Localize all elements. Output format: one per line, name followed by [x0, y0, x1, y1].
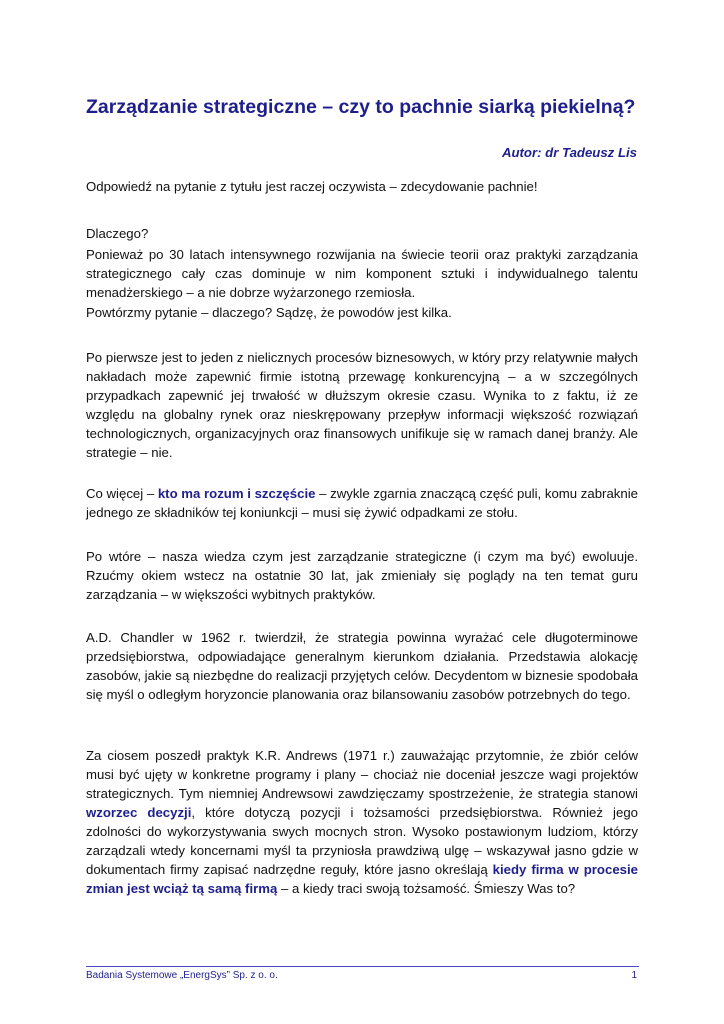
andrews-paragraph	[86, 746, 638, 898]
footer-company: Badania Systemowe „EnergSys” Sp. z o. o.	[86, 970, 278, 981]
text-run: , które dotyczą pozycji i tożsamości przedsiębiorstwa. Również jego zdolności do wykorzystywania swych mocnych stron. Wysoko postawionym ludziom, którzy zarządzali wtedy koncernami myśl ta przyniosła prawdziwą ulgę – wskazywał jasno gdzie w dokumentach firmy zapisać nadrzędne reguły, które jasno określają	[86, 805, 638, 877]
text-run: Co więcej –	[86, 486, 158, 501]
more-paragraph	[86, 484, 638, 522]
text-run: – a kiedy traci swoją tożsamość. Śmieszy Was to?	[277, 881, 576, 896]
highlight-phrase: kiedy firma w procesie zmian jest wciąż tą samą firmą	[86, 862, 638, 896]
text-run: Za ciosem poszedł praktyk K.R. Andrews (1971 r.) zauważając przytomnie, że zbiór celów musi być ujęty w konkretne programy i plany – chociaż nie doceniał jeszcze wagi projektów strategicznych. Tym niemniej Andrewsowi zawdzięczamy spostrzeżenie, że strategia stanowi	[86, 748, 638, 801]
page-number: 1	[631, 970, 637, 981]
intro-paragraph: Odpowiedź na pytanie z tytułu jest raczej oczywista – zdecydowanie pachnie!	[86, 179, 538, 194]
footer-divider	[86, 966, 639, 967]
page-title: Zarządzanie strategiczne – czy to pachnie siarką piekielną?	[86, 96, 636, 118]
highlight-phrase: kto ma rozum i szczęście	[157, 486, 316, 501]
second-reason-paragraph: Po wtóre – nasza wiedza czym jest zarządzanie strategiczne (i czym ma być) ewoluuje. Rzućmy okiem wstecz na ostatnie 30 lat, jak zmieniały się poglądy na ten temat guru zarządzania – w większości wybitnych praktyków.	[86, 549, 638, 602]
author-line: Autor: dr Tadeusz Lis	[501, 145, 637, 160]
question-paragraph: Dlaczego?	[86, 226, 149, 241]
highlight-phrase: wzorzec decyzji	[86, 805, 192, 820]
text-run: – zwykle zgarnia znaczącą część puli, komu zabraknie jednego ze składników tej koniunkcji – musi się żywić odpadkami ze stołu.	[86, 486, 638, 520]
chandler-paragraph: A.D. Chandler w 1962 r. twierdził, że strategia powinna wyrażać cele długoterminowe przedsiębiorstwa, odpowiadające generalnym kierunkom działania. Przedstawia alokację zasobów, jakie są niezbędne do realizacji przyjętych celów. Decydentom w biznesie spodobała się myśl o odległym horyzoncie planowania oraz bilansowaniu zasobów potrzebnych do tego.	[86, 630, 638, 702]
answer-paragraph: Ponieważ po 30 latach intensywnego rozwijania na świecie teorii oraz praktyki zarządzania strategicznego cały czas dominuje w nim komponent sztuki i indywidualnego talentu menadżerskiego – a nie dobrze wyżarzonego rzemiosła.	[86, 247, 638, 300]
first-reason-paragraph: Po pierwsze jest to jeden z nielicznych procesów biznesowych, w który przy relatywnie małych nakładach może zapewnić firmie istotną przewagę konkurencyjną – a w szczególnych przypadkach zapewnić jej trwałość w dłuższym okresie czasu. Wynika to z faktu, iż ze względu na globalny rynek oraz nieskrępowany przepływ informacji większość rozwiązań technologicznych, organizacyjnych oraz finansowych unifikuje się w ramach danej branży. Ale strategie – nie.	[86, 350, 638, 460]
repeat-question-paragraph: Powtórzmy pytanie – dlaczego? Sądzę, że powodów jest kilka.	[86, 305, 452, 320]
